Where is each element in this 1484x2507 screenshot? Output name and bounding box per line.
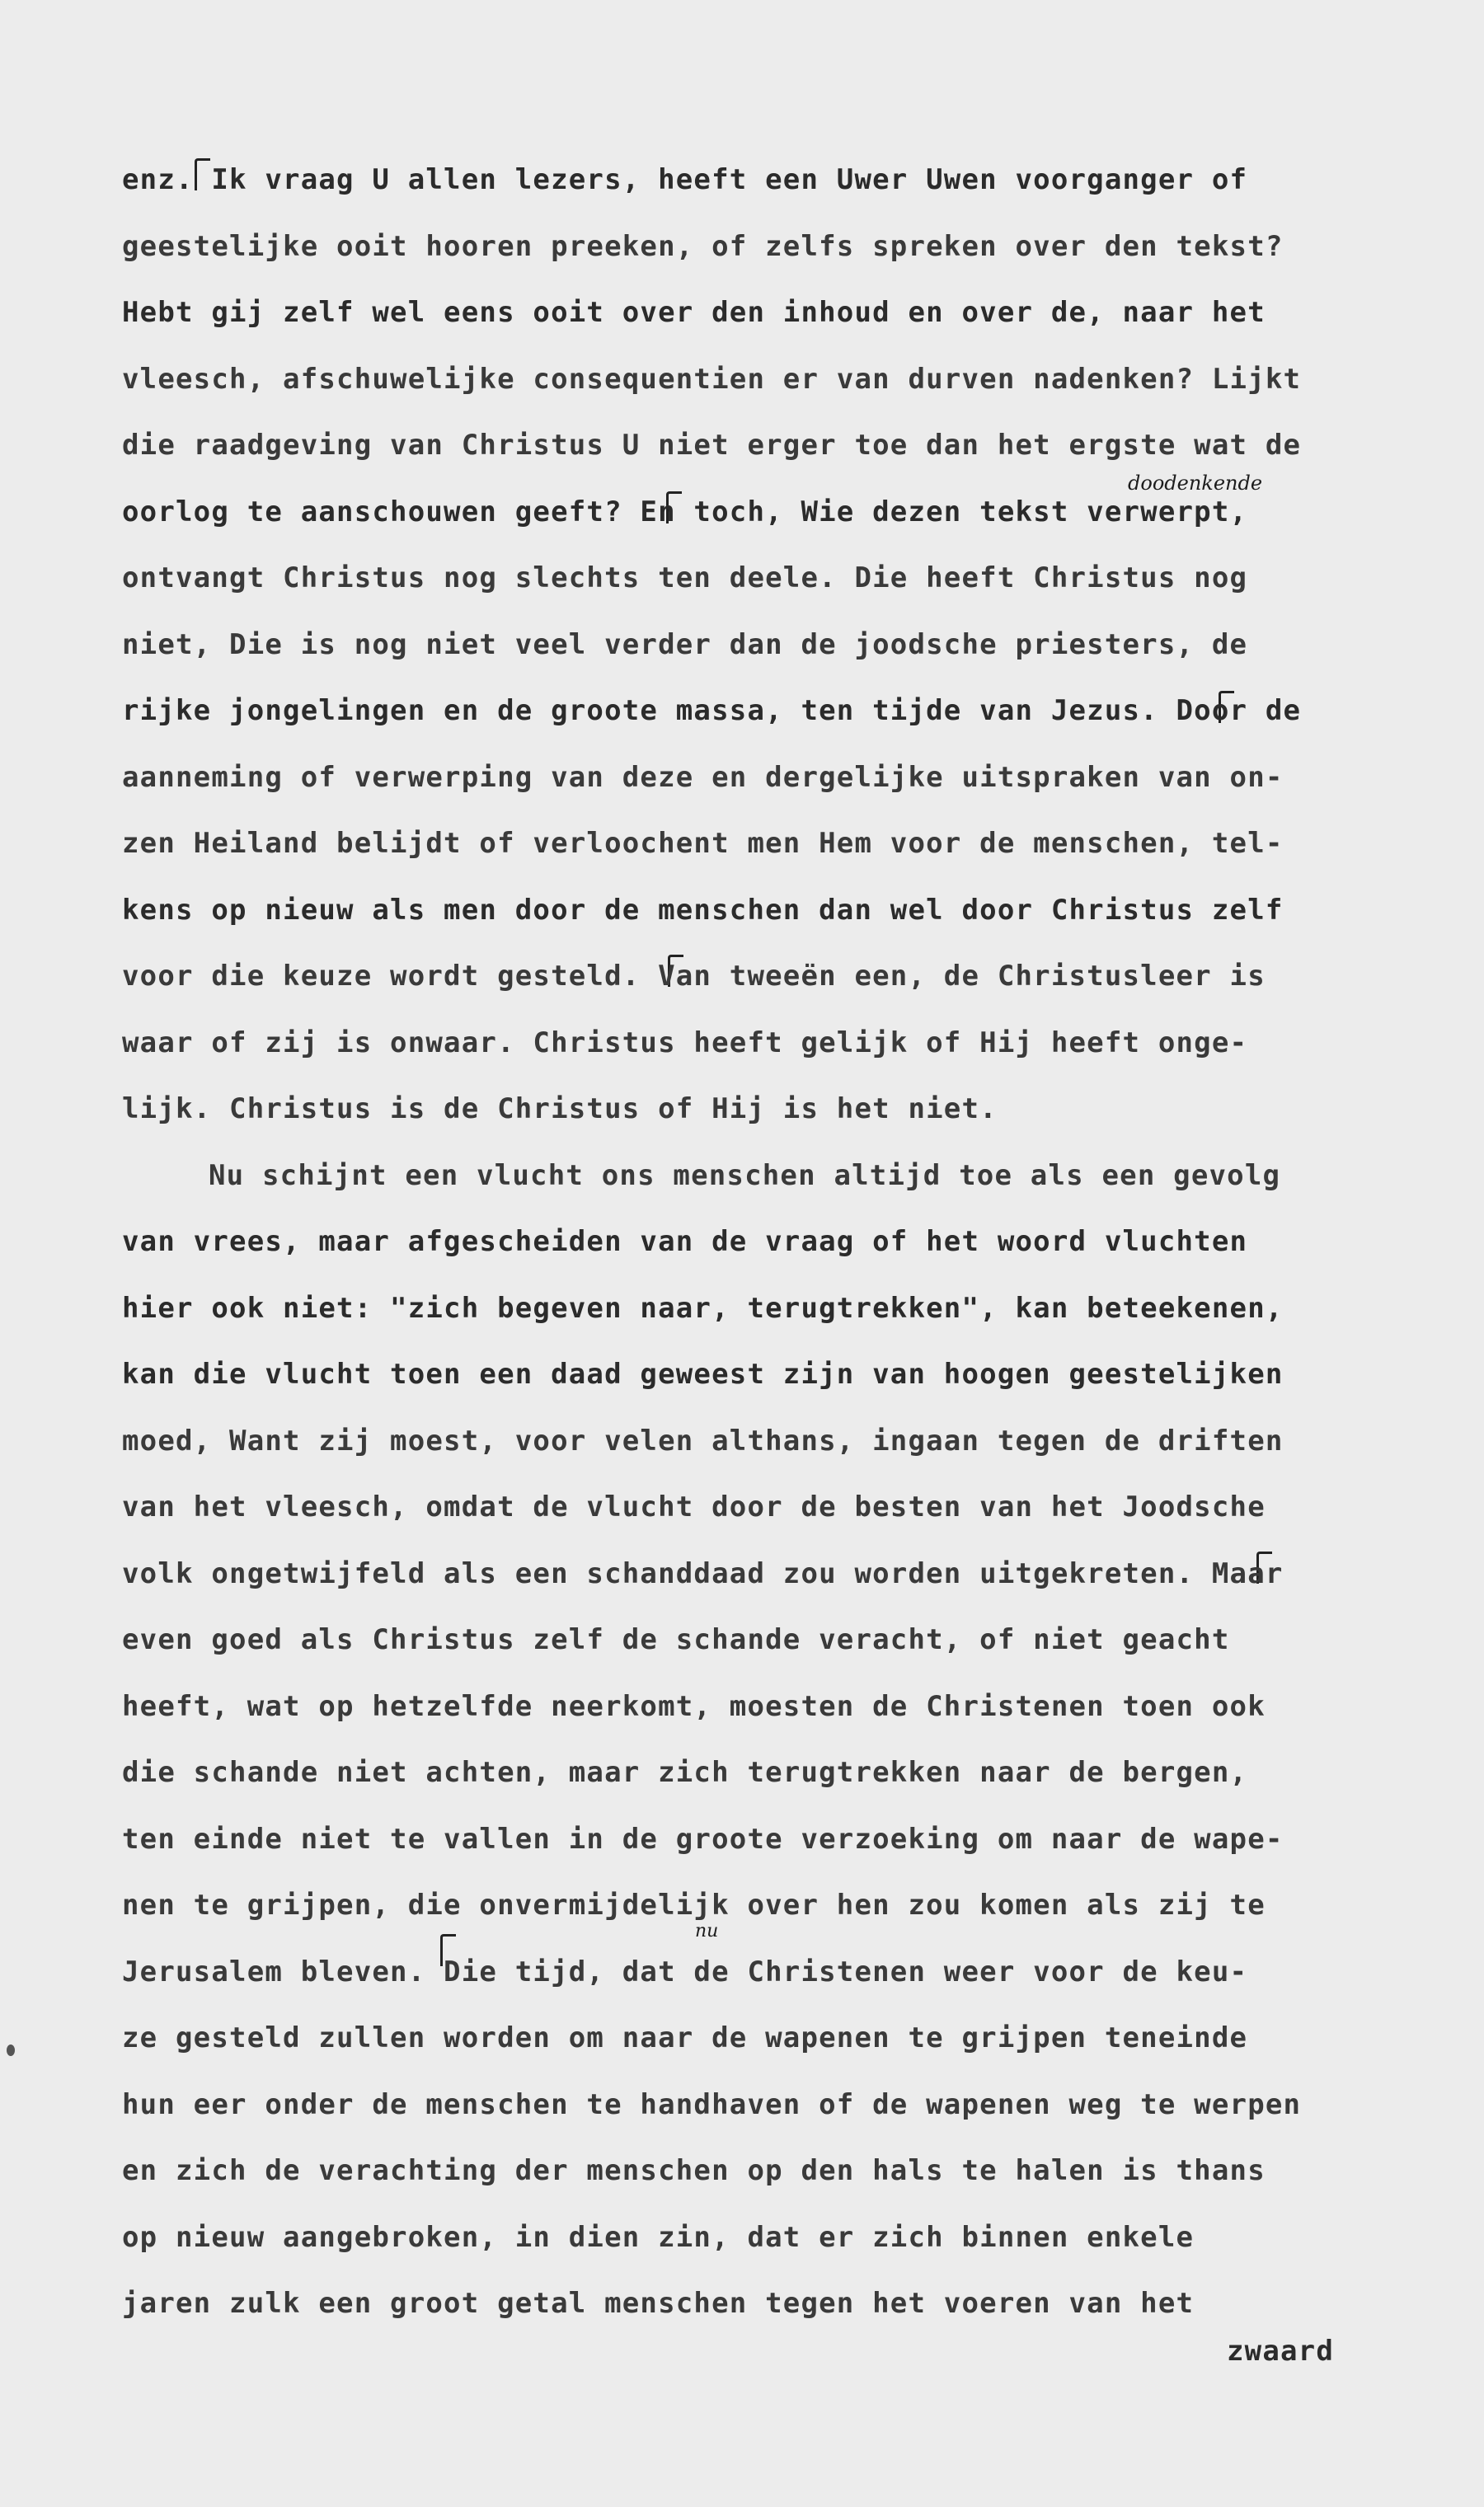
text-line: van vrees, maar afgescheiden van de vraag of het woord vluchten [122, 1225, 1248, 1258]
text-line: rijke jongelingen en de groote massa, ten tijde van Jezus. Door de [122, 694, 1302, 727]
handwritten-annotation-tijd: nu [695, 1921, 719, 1941]
text-line: en zich de verachting der menschen op den hals te halen is thans [122, 2154, 1266, 2187]
text-line: lijk. Christus is de Christus of Hij is het niet. [122, 1092, 998, 1125]
handwritten-annotation-verwerpt: doodenkende [1128, 472, 1263, 495]
text-line: niet, Die is nog niet veel verder dan de joodsche priesters, de [122, 627, 1248, 661]
text-line: voor die keuze wordt gesteld. Van tweeën een, de Christusleer is [122, 960, 1266, 993]
text-line: vleesch, afschuwelijke consequentien er van durven nadenken? Lijkt [122, 362, 1302, 396]
text-line: waar of zij is onwaar. Christus heeft gelijk of Hij heeft onge- [122, 1026, 1248, 1059]
text-line-paragraph-start: Nu schijnt een vlucht ons menschen altijd toe als een gevolg [209, 1158, 1281, 1192]
text-line: heeft, wat op hetzelfde neerkomt, moesten de Christenen toen ook [122, 1689, 1266, 1723]
text-line: moed, Want zij moest, voor velen althans, ingaan tegen de driften [122, 1424, 1284, 1458]
text-line: die schande niet achten, maar zich terugtrekken naar de bergen, [122, 1756, 1248, 1789]
text-line: hier ook niet: "zich begeven naar, terugtrekken", kan beteekenen, [122, 1291, 1284, 1325]
text-line: kan die vlucht toen een daad geweest zijn van hoogen geestelijken [122, 1358, 1284, 1391]
text-line: hun eer onder de menschen te handhaven of de wapenen weg te werpen [122, 2087, 1302, 2121]
text-line: nen te grijpen, die onvermijdelijk over hen zou komen als zij te [122, 1889, 1266, 1922]
text-line: enz. Ik vraag U allen lezers, heeft een Uwer Uwen voorganger of [122, 163, 1248, 196]
typed-text-block [122, 162, 1392, 2352]
text-line: op nieuw aangebroken, in dien zin, dat er zich binnen enkele [122, 2220, 1195, 2254]
text-line: zen Heiland belijdt of verloochent men Hem voor de menschen, tel- [122, 827, 1284, 860]
text-line: aanneming of verwerping van deze en dergelijke uitspraken van on- [122, 760, 1284, 794]
text-line: ontvangt Christus nog slechts ten deele. Die heeft Christus nog [122, 561, 1248, 594]
text-line: kens op nieuw als men door de menschen dan wel door Christus zelf [122, 893, 1284, 927]
text-line: geestelijke ooit hooren preeken, of zelfs spreken over den tekst? [122, 229, 1284, 263]
catchword: zwaard [1227, 2335, 1335, 2368]
text-line: ten einde niet te vallen in de groote verzoeking om naar de wape- [122, 1822, 1284, 1856]
text-line: oorlog te aanschouwen geeft? En toch, Wie dezen tekst verwerpt, [122, 495, 1248, 528]
paper-speck [7, 2045, 15, 2056]
text-line: Hebt gij zelf wel eens ooit over den inhoud en over de, naar het [122, 296, 1266, 329]
text-line: van het vleesch, omdat de vlucht door de besten van het Joodsche [122, 1491, 1266, 1523]
text-line: ze gesteld zullen worden om naar de wapenen te grijpen teneinde [122, 2021, 1248, 2054]
text-line: volk ongetwijfeld als een schanddaad zou worden uitgekreten. Maar [122, 1556, 1284, 1590]
text-line: jaren zulk een groot getal menschen tegen het voeren van het [122, 2287, 1195, 2320]
text-line: even goed als Christus zelf de schande veracht, of niet geacht [122, 1623, 1230, 1656]
text-line: die raadgeving van Christus U niet erger toe dan het ergste wat de [122, 429, 1302, 462]
text-line: Jerusalem bleven. Die tijd, dat de Christenen weer voor de keu- [122, 1955, 1248, 1988]
